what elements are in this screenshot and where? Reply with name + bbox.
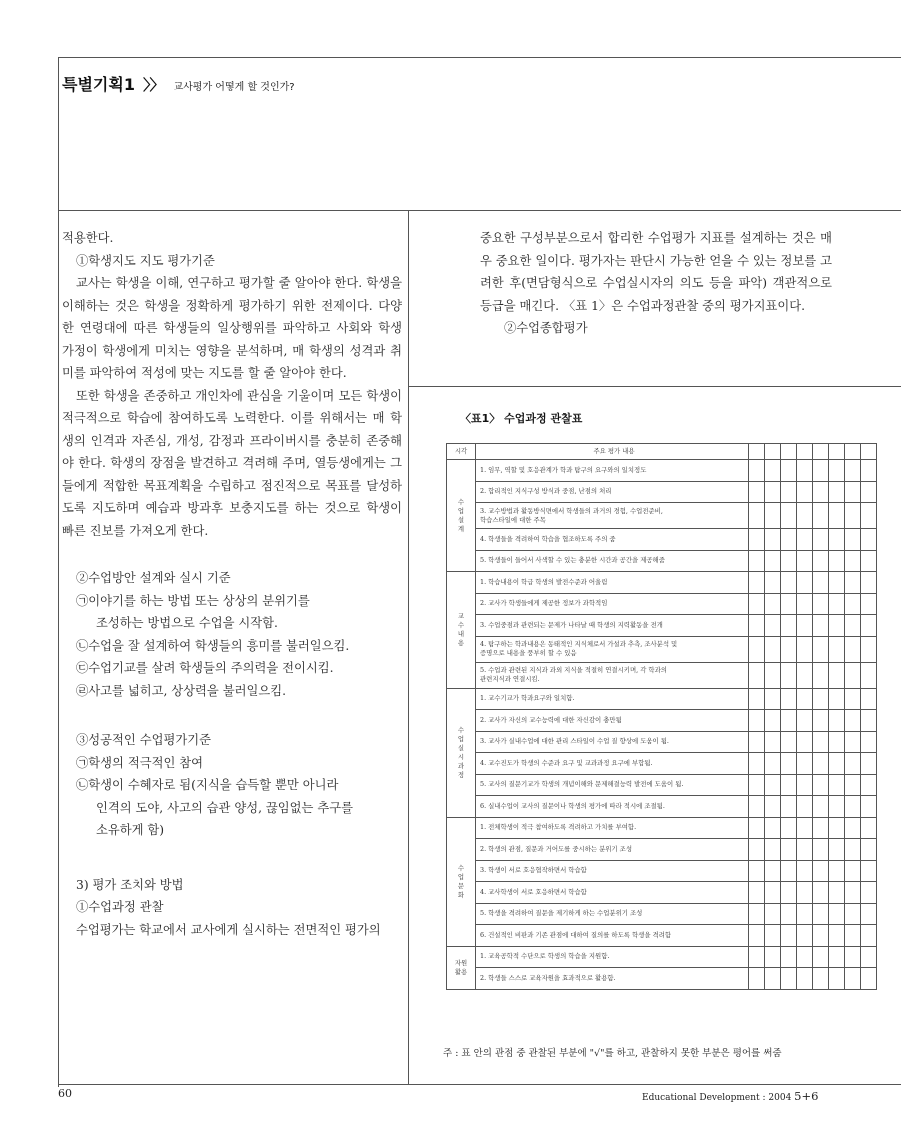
check-cell[interactable] [861, 481, 877, 503]
body-paragraph: 적용한다. [62, 231, 114, 245]
check-cell[interactable] [749, 688, 765, 710]
criterion-text: 2. 교사가 자신의 교수능력에 대한 자신감이 충만됨 [476, 710, 749, 732]
check-cell[interactable] [749, 839, 765, 861]
check-cell[interactable] [813, 731, 829, 753]
check-cell[interactable] [781, 731, 797, 753]
subheading: 3) 평가 조치와 방법 [76, 877, 184, 892]
check-cell[interactable] [861, 662, 877, 688]
table-row [447, 710, 877, 732]
criterion-text: 1. 학습내용이 학급 학생의 발전수준과 어울림 [476, 572, 749, 594]
check-cell[interactable] [813, 503, 829, 529]
check-cell[interactable] [797, 903, 813, 925]
criterion-text: 1. 임무, 역할 및 호응관계가 학과 탐구의 요구와의 일치정도 [476, 460, 749, 482]
check-cell[interactable] [813, 774, 829, 796]
check-cell[interactable] [813, 817, 829, 839]
check-cell[interactable] [797, 731, 813, 753]
body-paragraph: 또한 학생을 존중하고 개인차에 관심을 기울이며 모든 학생이 적극적으로 학습에 참여하도록 노력한다. 이를 위해서는 매 학생의 인격과 자존심, 개성, 감정과 프라이버시를 충분히 존중해야 한다. 학생의 장점을 발견하고 격려해 주며, 열등생에게는 그들에게 적합한 목표계획을 수립하고 점진적으로 목표를 달성하도록 지도하며 예습과 방과후 보충지도를 하는 것으로 학생이 빠른 진보를 가져오게 한다. [62, 388, 402, 538]
check-cell[interactable] [797, 529, 813, 551]
left-rule [58, 57, 59, 1087]
check-cell[interactable] [829, 817, 845, 839]
criterion-text: 6. 건설적인 비판과 기존 관점에 대하여 질의를 하도록 학생을 격려함 [476, 925, 749, 947]
check-cell[interactable] [749, 925, 765, 947]
criterion-text: 1. 교수기교가 학과요구와 일치함. [476, 688, 749, 710]
check-cell[interactable] [797, 593, 813, 615]
check-cell[interactable] [861, 946, 877, 968]
check-cell[interactable] [797, 817, 813, 839]
table-row [447, 688, 877, 710]
check-cell[interactable] [845, 615, 861, 637]
subheading: ②수업종합평가 [504, 321, 588, 335]
check-cell[interactable] [781, 968, 797, 990]
check-cell[interactable] [861, 688, 877, 710]
criterion-text: 4. 교수진도가 학생의 수준과 요구 및 교과과정 요구에 부합됨. [476, 753, 749, 775]
check-cell[interactable] [749, 774, 765, 796]
check-cell[interactable] [797, 796, 813, 818]
check-cell[interactable] [797, 710, 813, 732]
check-cell[interactable] [765, 903, 781, 925]
body-paragraph: 수업평가는 학교에서 교사에게 실시하는 전면적인 평가의 [76, 922, 381, 937]
check-cell[interactable] [813, 662, 829, 688]
check-cell[interactable] [829, 753, 845, 775]
check-cell[interactable] [797, 882, 813, 904]
check-cell[interactable] [845, 774, 861, 796]
check-cell[interactable] [813, 882, 829, 904]
check-cell[interactable] [813, 529, 829, 551]
check-cell[interactable] [781, 662, 797, 688]
check-cell[interactable] [813, 903, 829, 925]
check-cell[interactable] [861, 710, 877, 732]
table-caption: 〈표1〉 수업과정 관찰표 [460, 412, 583, 425]
check-cell[interactable] [829, 968, 845, 990]
check-cell[interactable] [749, 460, 765, 482]
check-cell[interactable] [845, 946, 861, 968]
check-cell[interactable] [781, 774, 797, 796]
check-cell[interactable] [845, 839, 861, 861]
table-row [447, 662, 877, 688]
check-cell[interactable] [765, 753, 781, 775]
check-cell[interactable] [861, 839, 877, 861]
page-number: 60 [58, 1087, 72, 1100]
column-header: 시각 [447, 444, 476, 460]
check-cell[interactable] [861, 636, 877, 662]
section-label: 수 업 설 계 [447, 460, 476, 572]
table-note: 주 : 표 안의 관점 중 관찰된 부분에 "√"를 하고, 관찰하지 못한 부분은 평어를 써줌 [443, 1048, 782, 1059]
criterion-text: 5. 학생들이 들어서 사색할 수 있는 충분한 시간과 공간을 제공해줌 [476, 550, 749, 572]
check-cell[interactable] [829, 460, 845, 482]
check-cell[interactable] [749, 662, 765, 688]
check-cell[interactable] [861, 593, 877, 615]
journal-name: Educational Development : 2004 [642, 1093, 792, 1103]
subheading: ②수업방안 설계와 실시 기준 [76, 571, 231, 585]
check-cell[interactable] [845, 925, 861, 947]
check-cell[interactable] [781, 817, 797, 839]
check-cell[interactable] [845, 753, 861, 775]
list-item: ㉢수업기교를 살려 학생들의 주의력을 전이시킴. [76, 661, 334, 675]
check-cell[interactable] [845, 860, 861, 882]
criterion-text: 5. 수업과 관련된 지식과 과외 지식을 적절히 연결시키며, 각 학과의 관련지식과 연결시킴. [476, 662, 749, 688]
check-cell[interactable] [845, 550, 861, 572]
check-cell[interactable] [845, 529, 861, 551]
check-cell[interactable] [765, 615, 781, 637]
criterion-text: 4. 교사학생이 서로 호응하면서 학습함 [476, 882, 749, 904]
check-cell[interactable] [749, 903, 765, 925]
table-row [447, 774, 877, 796]
journal-footer [642, 1089, 818, 1103]
section-label: 수 업 문 화 [447, 817, 476, 946]
check-cell[interactable] [765, 946, 781, 968]
criterion-text: 5. 학생을 격려하여 질문을 제기하게 하는 수업분위기 조성 [476, 903, 749, 925]
header-bottom-rule [58, 210, 901, 211]
check-cell[interactable] [749, 615, 765, 637]
criterion-text: 6. 실내수업이 교사의 질문이나 학생의 평가에 따라 적시에 조절됨. [476, 796, 749, 818]
check-cell[interactable] [781, 529, 797, 551]
check-cell[interactable] [749, 481, 765, 503]
table-row [447, 550, 877, 572]
check-cell[interactable] [861, 817, 877, 839]
check-cell[interactable] [861, 753, 877, 775]
check-cell[interactable] [845, 593, 861, 615]
check-cell[interactable] [813, 710, 829, 732]
check-cell[interactable] [749, 710, 765, 732]
check-cell[interactable] [749, 796, 765, 818]
check-header [765, 444, 781, 460]
check-cell[interactable] [845, 688, 861, 710]
check-cell[interactable] [813, 593, 829, 615]
check-cell[interactable] [781, 925, 797, 947]
check-cell[interactable] [797, 662, 813, 688]
check-cell[interactable] [749, 817, 765, 839]
check-header [797, 444, 813, 460]
check-cell[interactable] [765, 817, 781, 839]
check-cell[interactable] [861, 796, 877, 818]
criterion-text: 3. 수업중점과 관련되는 문제가 나타날 때 학생의 지력활동을 전개 [476, 615, 749, 637]
check-cell[interactable] [845, 572, 861, 594]
footer-rule [58, 1084, 901, 1085]
check-cell[interactable] [829, 572, 845, 594]
criterion-text: 2. 학생들 스스로 교육자원을 효과적으로 활용함. [476, 968, 749, 990]
check-cell[interactable] [765, 774, 781, 796]
check-cell[interactable] [765, 481, 781, 503]
check-cell[interactable] [861, 550, 877, 572]
check-cell[interactable] [749, 636, 765, 662]
check-cell[interactable] [813, 615, 829, 637]
criterion-text: 2. 교사가 학생들에게 제공한 정보가 과학적임 [476, 593, 749, 615]
table-row [447, 839, 877, 861]
check-cell[interactable] [781, 550, 797, 572]
list-item: ㉠학생의 적극적인 참여 [76, 755, 204, 770]
check-cell[interactable] [781, 796, 797, 818]
check-cell[interactable] [861, 968, 877, 990]
check-cell[interactable] [749, 593, 765, 615]
check-cell[interactable] [813, 636, 829, 662]
list-item: 소유하게 함) [96, 823, 165, 837]
check-cell[interactable] [813, 946, 829, 968]
check-cell[interactable] [797, 968, 813, 990]
issue-number: 5+6 [794, 1089, 819, 1103]
check-cell[interactable] [765, 688, 781, 710]
check-cell[interactable] [797, 503, 813, 529]
check-cell[interactable] [765, 460, 781, 482]
check-cell[interactable] [813, 925, 829, 947]
check-cell[interactable] [845, 968, 861, 990]
list-item: 조성하는 방법으로 수업을 시작함. [96, 616, 278, 630]
check-header [829, 444, 845, 460]
check-cell[interactable] [829, 710, 845, 732]
check-cell[interactable] [845, 503, 861, 529]
check-cell[interactable] [829, 636, 845, 662]
criterion-text: 2. 합리적인 지식구성 방식과 중점, 난점의 처리 [476, 481, 749, 503]
series-title: 특별기획1 [62, 75, 135, 94]
check-cell[interactable] [797, 860, 813, 882]
check-cell[interactable] [861, 860, 877, 882]
body-paragraph: 교사는 학생을 이해, 연구하고 평가할 줄 알아야 한다. 학생을 이해하는 것은 학생을 정확하게 평가하기 위한 전제이다. 다양한 연령대에 따른 학생들의 일상행위를 파악하고 사회와 학생 가정이 학생에게 미치는 영향을 분석하며, 매 학생의 성격과 취미를 파악하여 적성에 맞는 지도를 할 줄 알아야 한다. [62, 276, 402, 380]
check-cell[interactable] [845, 903, 861, 925]
check-cell[interactable] [797, 839, 813, 861]
column-divider [408, 210, 409, 1084]
check-cell[interactable] [781, 503, 797, 529]
check-cell[interactable] [813, 753, 829, 775]
criterion-text: 1. 교육공학적 수단으로 학생의 학습을 지원함. [476, 946, 749, 968]
check-cell[interactable] [829, 882, 845, 904]
check-header [781, 444, 797, 460]
check-cell[interactable] [829, 529, 845, 551]
check-cell[interactable] [829, 946, 845, 968]
check-cell[interactable] [845, 817, 861, 839]
check-cell[interactable] [749, 968, 765, 990]
table-row [447, 593, 877, 615]
check-cell[interactable] [813, 460, 829, 482]
criterion-text: 3. 교수방법과 활동방식면에서 학생들의 과거의 경험, 수업전준비, 학습스타일에 대한 주목 [476, 503, 749, 529]
check-cell[interactable] [861, 882, 877, 904]
check-cell[interactable] [749, 946, 765, 968]
criterion-text: 2. 학생의 관점, 질문과 거어도를 중시하는 분위기 조성 [476, 839, 749, 861]
table-header-row [447, 444, 877, 460]
table-row [447, 481, 877, 503]
check-cell[interactable] [861, 460, 877, 482]
check-cell[interactable] [813, 860, 829, 882]
check-cell[interactable] [813, 572, 829, 594]
check-cell[interactable] [749, 503, 765, 529]
check-cell[interactable] [829, 615, 845, 637]
check-cell[interactable] [845, 796, 861, 818]
check-cell[interactable] [749, 550, 765, 572]
check-cell[interactable] [765, 710, 781, 732]
check-cell[interactable] [829, 796, 845, 818]
check-header [845, 444, 861, 460]
article-title: 교사평가 어떻게 할 것인가? [173, 82, 295, 93]
check-cell[interactable] [781, 903, 797, 925]
check-cell[interactable] [845, 636, 861, 662]
section-label: 자원 활용 [447, 946, 476, 989]
list-item: ㉡수업을 잘 설계하여 학생들의 흥미를 불러일으킴. [76, 638, 350, 653]
check-cell[interactable] [829, 662, 845, 688]
criterion-text: 3. 학생이 서로 호응협작하면서 학습함 [476, 860, 749, 882]
check-cell[interactable] [829, 593, 845, 615]
check-cell[interactable] [749, 529, 765, 551]
criterion-text: 5. 교사의 질문기교가 학생의 개념이해와 문제해결능력 발전에 도움이 됨. [476, 774, 749, 796]
right-column [480, 227, 832, 340]
check-cell[interactable] [861, 925, 877, 947]
check-cell[interactable] [749, 860, 765, 882]
column-header: 주요 평가 내용 [476, 444, 749, 460]
check-cell[interactable] [797, 753, 813, 775]
check-cell[interactable] [845, 460, 861, 482]
table-row [447, 860, 877, 882]
check-cell[interactable] [797, 774, 813, 796]
check-cell[interactable] [765, 860, 781, 882]
subheading: ③성공적인 수업평가기준 [76, 733, 211, 747]
check-cell[interactable] [797, 925, 813, 947]
check-cell[interactable] [845, 731, 861, 753]
check-cell[interactable] [765, 839, 781, 861]
check-cell[interactable] [781, 636, 797, 662]
table-row [447, 572, 877, 594]
check-cell[interactable] [813, 839, 829, 861]
check-cell[interactable] [781, 593, 797, 615]
table-row [447, 636, 877, 662]
check-cell[interactable] [781, 481, 797, 503]
table-row [447, 529, 877, 551]
check-cell[interactable] [829, 731, 845, 753]
observation-table [446, 443, 877, 990]
check-cell[interactable] [765, 731, 781, 753]
right-subsection-rule [408, 386, 901, 387]
check-cell[interactable] [797, 615, 813, 637]
check-cell[interactable] [845, 481, 861, 503]
table-row [447, 796, 877, 818]
check-cell[interactable] [765, 550, 781, 572]
check-cell[interactable] [765, 593, 781, 615]
check-cell[interactable] [765, 529, 781, 551]
check-cell[interactable] [749, 572, 765, 594]
left-column [62, 227, 402, 941]
list-item: ㉣사고를 넓히고, 상상력을 불러일으킴. [76, 683, 287, 698]
criterion-text: 4. 탐구하는 학과내용은 동태적인 지식체로서 가설과 추측, 조사분석 및 증명으로 내용을 풍부히 할 수 있음 [476, 636, 749, 662]
check-cell[interactable] [845, 710, 861, 732]
check-cell[interactable] [765, 968, 781, 990]
check-cell[interactable] [861, 731, 877, 753]
check-cell[interactable] [781, 460, 797, 482]
check-cell[interactable] [813, 968, 829, 990]
check-cell[interactable] [765, 882, 781, 904]
check-cell[interactable] [749, 731, 765, 753]
check-cell[interactable] [797, 688, 813, 710]
check-cell[interactable] [829, 688, 845, 710]
check-header [861, 444, 877, 460]
table-row [447, 503, 877, 529]
check-cell[interactable] [797, 636, 813, 662]
criterion-text: 4. 학생들을 격려하여 학습을 협조하도록 주의 줌 [476, 529, 749, 551]
check-cell[interactable] [845, 882, 861, 904]
table-row [447, 946, 877, 968]
check-header [813, 444, 829, 460]
table-row [447, 903, 877, 925]
list-item: 인격의 도야, 사고의 습관 양성, 끊임없는 추구를 [96, 800, 353, 815]
subheading: ①수업과정 관찰 [76, 900, 164, 914]
check-cell[interactable] [813, 481, 829, 503]
check-cell[interactable] [813, 550, 829, 572]
check-cell[interactable] [781, 946, 797, 968]
table-row [447, 753, 877, 775]
body-paragraph: 중요한 구성부분으로서 합리한 수업평가 지표를 설계하는 것은 매우 중요한 일이다. 평가자는 판단시 가능한 얻을 수 있는 정보를 고려한 후(면담형식으로 수업실시자의 의도 등을 파악) 객관적으로 등급을 매긴다. 〈표 1〉은 수업과정관찰 중의 평가지표이다. [480, 231, 832, 313]
check-cell[interactable] [829, 481, 845, 503]
check-cell[interactable] [781, 882, 797, 904]
check-cell[interactable] [781, 860, 797, 882]
section-header [62, 72, 295, 95]
check-cell[interactable] [781, 710, 797, 732]
check-cell[interactable] [829, 860, 845, 882]
table-row [447, 817, 877, 839]
check-cell[interactable] [765, 796, 781, 818]
table-row [447, 460, 877, 482]
check-cell[interactable] [861, 903, 877, 925]
criterion-text: 3. 교사가 실내수업에 대한 관리 스타일이 수업 질 향상에 도움이 됨. [476, 731, 749, 753]
check-cell[interactable] [781, 688, 797, 710]
check-cell[interactable] [765, 925, 781, 947]
check-cell[interactable] [861, 615, 877, 637]
check-cell[interactable] [861, 529, 877, 551]
section-label: 수 업 실 시 과 정 [447, 688, 476, 817]
check-cell[interactable] [797, 481, 813, 503]
check-cell[interactable] [765, 636, 781, 662]
table-row [447, 731, 877, 753]
check-cell[interactable] [749, 753, 765, 775]
check-cell[interactable] [781, 615, 797, 637]
check-cell[interactable] [797, 946, 813, 968]
check-header [749, 444, 765, 460]
list-item: ㉠이야기를 하는 방법 또는 상상의 분위기를 [76, 593, 310, 608]
table-row [447, 615, 877, 637]
top-rule [58, 57, 901, 58]
check-cell[interactable] [861, 774, 877, 796]
check-cell[interactable] [829, 503, 845, 529]
check-cell[interactable] [765, 503, 781, 529]
check-cell[interactable] [829, 925, 845, 947]
list-item: ㉡학생이 수혜자로 됨(지식을 습득할 뿐만 아니라 [76, 778, 339, 792]
double-chevron-icon: 〉〉 [142, 76, 164, 94]
subheading: ①학생지도 지도 평가기준 [76, 253, 215, 268]
check-cell[interactable] [797, 460, 813, 482]
check-cell[interactable] [781, 572, 797, 594]
check-cell[interactable] [829, 839, 845, 861]
check-cell[interactable] [829, 774, 845, 796]
check-cell[interactable] [861, 572, 877, 594]
check-cell[interactable] [765, 572, 781, 594]
check-cell[interactable] [845, 662, 861, 688]
table-row [447, 968, 877, 990]
check-cell[interactable] [797, 550, 813, 572]
check-cell[interactable] [749, 882, 765, 904]
check-cell[interactable] [765, 662, 781, 688]
table-row [447, 882, 877, 904]
criterion-text: 1. 전체학생이 적극 참여하도록 격려하고 가치를 부여함. [476, 817, 749, 839]
check-cell[interactable] [813, 796, 829, 818]
section-label: 교 수 내 용 [447, 572, 476, 689]
check-cell[interactable] [829, 903, 845, 925]
check-cell[interactable] [861, 503, 877, 529]
table-row [447, 925, 877, 947]
check-cell[interactable] [813, 688, 829, 710]
check-cell[interactable] [781, 753, 797, 775]
check-cell[interactable] [829, 550, 845, 572]
check-cell[interactable] [781, 839, 797, 861]
check-cell[interactable] [797, 572, 813, 594]
